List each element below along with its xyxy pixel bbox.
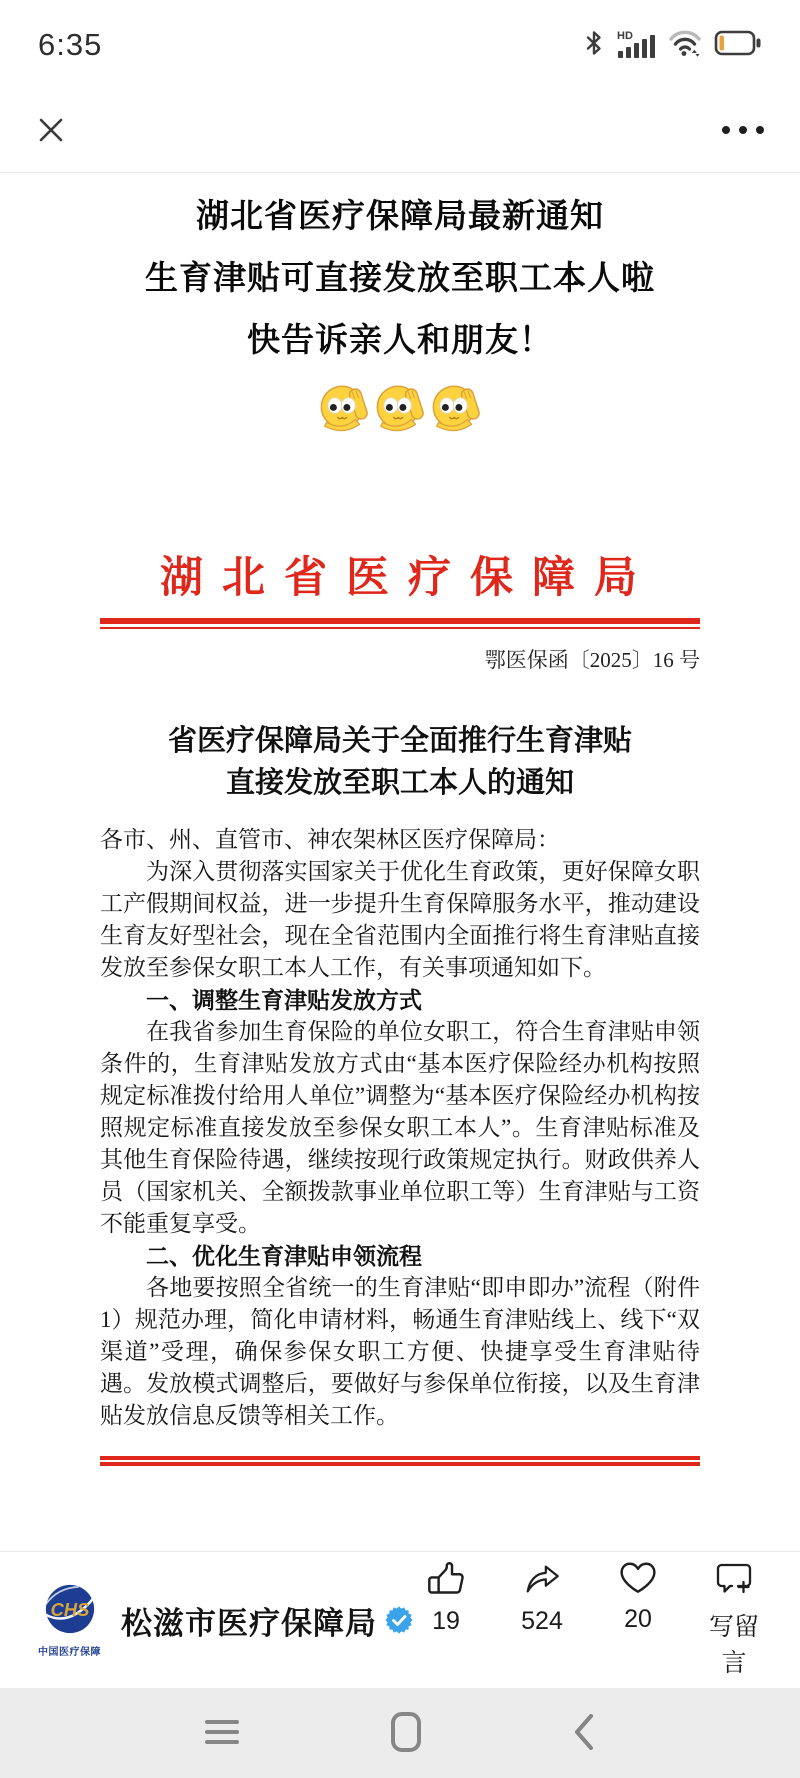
more-icon xyxy=(720,124,766,139)
action-bar xyxy=(413,1561,767,1679)
headline-line: 湖北省医疗保障局最新通知 xyxy=(196,197,604,234)
home-icon xyxy=(390,1711,422,1756)
comment-plus-icon xyxy=(714,1561,754,1600)
document-section-heading: 一、调整生育津贴发放方式 xyxy=(146,987,422,1013)
article-headline xyxy=(0,185,800,371)
comment-button[interactable] xyxy=(701,1561,767,1679)
recents-button[interactable] xyxy=(198,1712,246,1755)
like-button[interactable] xyxy=(413,1561,479,1679)
account-footer xyxy=(0,1551,800,1688)
document-paragraph: 在我省参加生育保险的单位女职工，符合生育津贴申领条件的，生育津贴发放方式由“基本医疗保险经办机构按照规定标准拨付给用人单位”调整为“基本医疗保险经办机构按照规定标准直接发放至参保女职工本人”。生育津贴标准及其他生育保险待遇，继续按现行政策规定执行。财政供养人员（国家机关、全额拨款事业单位职工等）生育津贴与工资不能重复享受。 xyxy=(100,1019,700,1236)
document-body xyxy=(100,824,700,1432)
like-count: 19 xyxy=(432,1607,460,1635)
article-view xyxy=(0,185,800,1466)
svg-text:HD: HD xyxy=(617,29,633,42)
thumbs-up-icon xyxy=(427,1561,465,1600)
peek-emoji xyxy=(429,379,483,438)
headline-line: 快告诉亲人和朋友！ xyxy=(247,321,553,358)
hd-signal-icon xyxy=(616,28,656,63)
peek-emoji xyxy=(373,379,427,438)
document-title xyxy=(100,720,700,804)
document-title-line: 直接发放至职工本人的通知 xyxy=(225,767,574,799)
verified-badge-icon xyxy=(385,1606,413,1634)
favorite-button[interactable] xyxy=(605,1561,671,1679)
document-paragraph: 为深入贯彻落实国家关于优化生育政策，更好保障女职工产假期间权益，进一步提升生育保障服务水平，推动建设生育友好型社会，现在全省范围内全面推行将生育津贴直接发放至参保女职工本人工作，有关事项通知如下。 xyxy=(100,859,700,980)
red-double-rule-bottom xyxy=(100,1456,700,1466)
account-name[interactable]: 松滋市医疗保障局 xyxy=(121,1605,377,1641)
emoji-row xyxy=(0,379,800,438)
headline-line: 生育津贴可直接发放至职工本人啦 xyxy=(145,259,655,296)
chs-logo-caption: 中国医疗保障 xyxy=(38,1646,101,1658)
account-avatar[interactable] xyxy=(38,1583,101,1658)
bluetooth-icon xyxy=(584,29,604,62)
chs-logo-icon xyxy=(41,1583,99,1642)
system-nav-bar xyxy=(0,1688,800,1778)
document-paragraph: 各地要按照全省统一的生育津贴“即申即办”流程（附件 1）规范办理，简化申请材料，畅通生育津贴线上、线下“双渠道”受理，确保参保女职工方便、快捷享受生育津贴待遇。发放模式调整后，要做好与参保单位衔接，以及生育津贴发放信息反馈等相关工作。 xyxy=(100,1275,700,1428)
clock: 6:35 xyxy=(38,27,103,62)
share-arrow-icon xyxy=(522,1561,562,1600)
favorite-count: 20 xyxy=(624,1605,652,1633)
wifi-icon xyxy=(668,28,702,63)
battery-icon xyxy=(714,29,762,62)
chs-logo-text: CHS xyxy=(50,1598,89,1620)
document-salutation: 各市、州、直管市、神农架林区医疗保障局： xyxy=(100,827,560,852)
document-title-line: 省医疗保障局关于全面推行生育津贴 xyxy=(167,725,632,757)
close-icon xyxy=(34,113,68,150)
home-button[interactable] xyxy=(384,1705,428,1762)
back-chevron-icon xyxy=(572,1712,596,1755)
document-section-heading: 二、优化生育津贴申领流程 xyxy=(146,1243,422,1269)
share-button[interactable] xyxy=(509,1561,575,1679)
heart-icon xyxy=(619,1561,657,1598)
document-agency-title: 湖北省医疗保障局 xyxy=(160,555,656,602)
back-button[interactable] xyxy=(566,1706,602,1761)
official-document xyxy=(100,544,700,1466)
share-count: 524 xyxy=(521,1607,563,1635)
document-number: 鄂医保函〔2025〕16 号 xyxy=(484,648,700,672)
nav-bar xyxy=(0,90,800,173)
peek-emoji xyxy=(317,379,371,438)
more-button[interactable] xyxy=(712,116,774,147)
close-button[interactable] xyxy=(26,105,76,158)
menu-icon xyxy=(204,1718,240,1749)
red-double-rule-top xyxy=(100,618,700,629)
status-bar xyxy=(0,0,800,90)
comment-label: 写留言 xyxy=(708,1613,759,1677)
status-icons xyxy=(584,28,762,63)
